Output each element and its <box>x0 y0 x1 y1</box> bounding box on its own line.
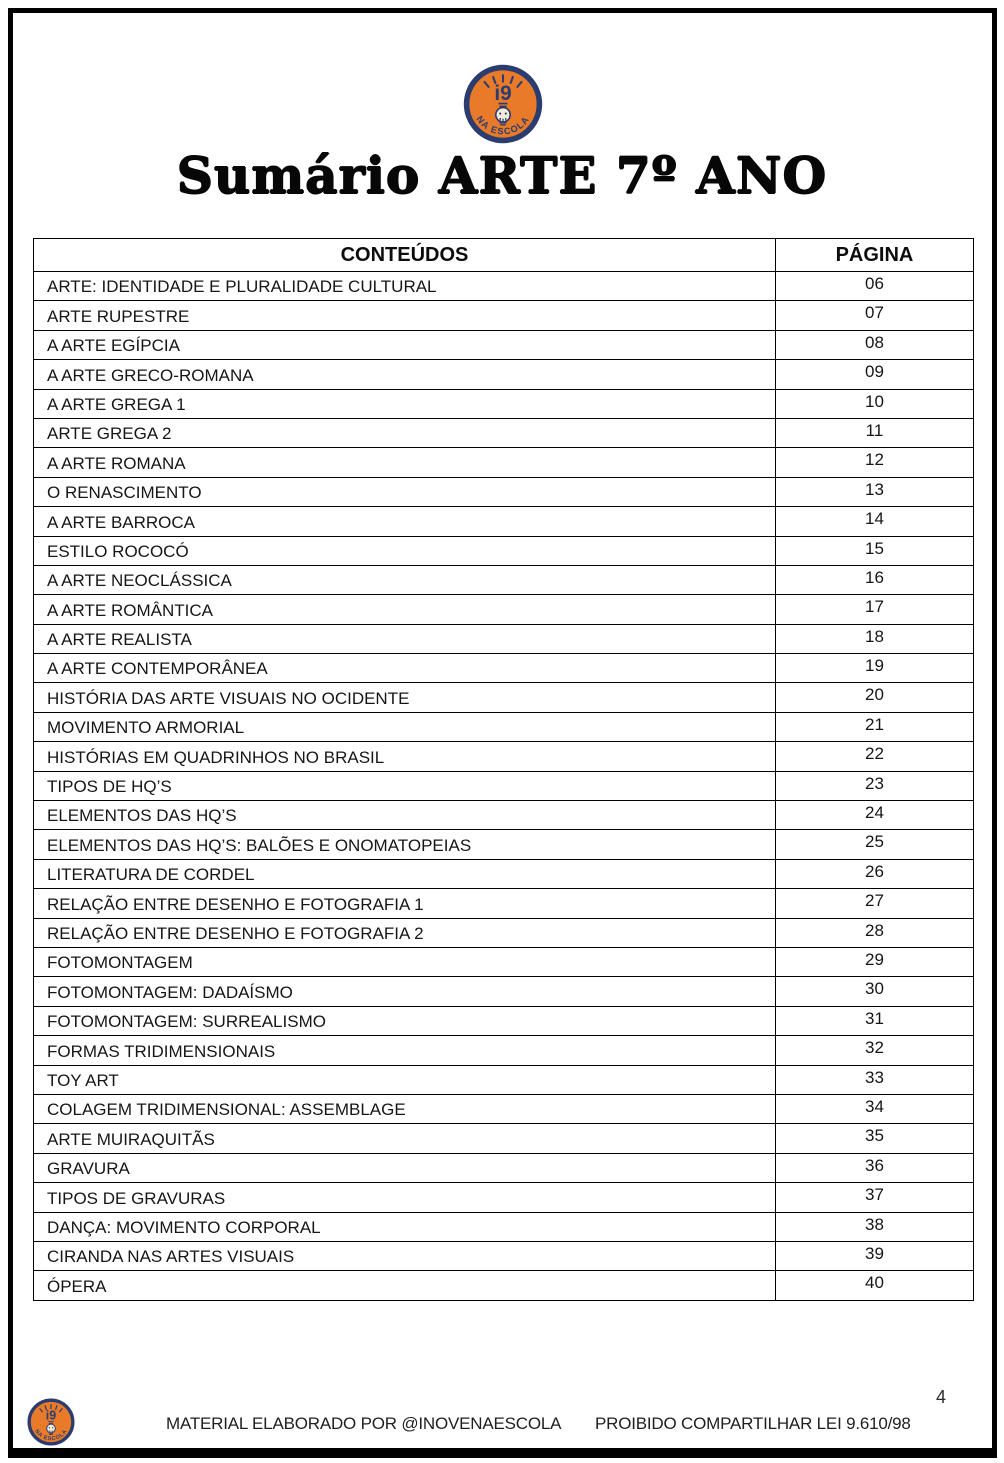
table-row <box>34 389 974 418</box>
table-row <box>34 1153 974 1182</box>
table-row <box>34 448 974 477</box>
content-cell: TIPOS DE HQ’S <box>34 771 776 800</box>
content-cell: A ARTE EGÍPCIA <box>34 330 776 359</box>
table-row <box>34 507 974 536</box>
table-row <box>34 742 974 771</box>
page-title: Sumário ARTE 7º ANO <box>176 146 828 205</box>
content-cell: A ARTE ROMANA <box>34 448 776 477</box>
content-cell: HISTÓRIAS EM QUADRINHOS NO BRASIL <box>34 742 776 771</box>
content-cell: LITERATURA DE CORDEL <box>34 859 776 888</box>
page-cell: 12 <box>776 448 974 477</box>
page-cell: 08 <box>776 330 974 359</box>
content-cell: MOVIMENTO ARMORIAL <box>34 712 776 741</box>
content-cell: A ARTE REALISTA <box>34 624 776 653</box>
content-cell: O RENASCIMENTO <box>34 477 776 506</box>
content-cell: FOTOMONTAGEM <box>34 947 776 976</box>
content-cell: A ARTE GRECO-ROMANA <box>34 360 776 389</box>
page-cell: 14 <box>776 507 974 536</box>
content-cell: ARTE RUPESTRE <box>34 301 776 330</box>
page-cell: 31 <box>776 1006 974 1035</box>
table-row <box>34 712 974 741</box>
table-row <box>34 1065 974 1094</box>
content-cell: ÓPERA <box>34 1271 776 1300</box>
content-cell: FOTOMONTAGEM: SURREALISMO <box>34 1006 776 1035</box>
page-cell: 37 <box>776 1183 974 1212</box>
content-cell: DANÇA: MOVIMENTO CORPORAL <box>34 1212 776 1241</box>
content-cell: RELAÇÃO ENTRE DESENHO E FOTOGRAFIA 1 <box>34 889 776 918</box>
page-cell: 17 <box>776 595 974 624</box>
table-row <box>34 830 974 859</box>
table-row <box>34 1124 974 1153</box>
content-cell: TIPOS DE GRAVURAS <box>34 1183 776 1212</box>
page-cell: 18 <box>776 624 974 653</box>
page-cell: 20 <box>776 683 974 712</box>
table-row <box>34 801 974 830</box>
table-row <box>34 1094 974 1123</box>
page-cell: 23 <box>776 771 974 800</box>
table-row <box>34 477 974 506</box>
page-cell: 40 <box>776 1271 974 1300</box>
table-row <box>34 771 974 800</box>
table-row <box>34 624 974 653</box>
table-row <box>34 595 974 624</box>
table-row <box>34 889 974 918</box>
table-row <box>34 330 974 359</box>
page-cell: 21 <box>776 712 974 741</box>
content-cell: ARTE MUIRAQUITÃS <box>34 1124 776 1153</box>
page-cell: 15 <box>776 536 974 565</box>
page-cell: 39 <box>776 1241 974 1270</box>
page-cell: 09 <box>776 360 974 389</box>
table-row <box>34 536 974 565</box>
content-cell: GRAVURA <box>34 1153 776 1182</box>
table-row <box>34 918 974 947</box>
content-cell: COLAGEM TRIDIMENSIONAL: ASSEMBLAGE <box>34 1094 776 1123</box>
table-row <box>34 1006 974 1035</box>
table-row <box>34 1271 974 1300</box>
i9-escola-logo-footer <box>27 1398 75 1446</box>
page-cell: 32 <box>776 1036 974 1065</box>
table-row <box>34 947 974 976</box>
page-cell: 28 <box>776 918 974 947</box>
footer-copyright: PROIBIDO COMPARTILHAR LEI 9.610/98 <box>595 1414 911 1433</box>
content-cell: CIRANDA NAS ARTES VISUAIS <box>34 1241 776 1270</box>
content-cell: FORMAS TRIDIMENSIONAIS <box>34 1036 776 1065</box>
content-cell: ELEMENTOS DAS HQ’S <box>34 801 776 830</box>
table-row <box>34 683 974 712</box>
table-header-contents: CONTEÚDOS <box>34 239 776 272</box>
page-cell: 26 <box>776 859 974 888</box>
table-row <box>34 565 974 594</box>
table-row <box>34 1241 974 1270</box>
table-header-page: PÁGINA <box>776 239 974 272</box>
page-cell: 33 <box>776 1065 974 1094</box>
content-cell: ESTILO ROCOCÓ <box>34 536 776 565</box>
table-row <box>34 1212 974 1241</box>
table-row <box>34 272 974 301</box>
page-cell: 13 <box>776 477 974 506</box>
page-cell: 30 <box>776 977 974 1006</box>
table-row <box>34 1183 974 1212</box>
content-cell: TOY ART <box>34 1065 776 1094</box>
page-cell: 36 <box>776 1153 974 1182</box>
content-cell: HISTÓRIA DAS ARTE VISUAIS NO OCIDENTE <box>34 683 776 712</box>
footer-credit: MATERIAL ELABORADO POR @INOVENAESCOLA <box>166 1414 562 1433</box>
table-row <box>34 977 974 1006</box>
content-cell: ELEMENTOS DAS HQ’S: BALÕES E ONOMATOPEIAS <box>34 830 776 859</box>
page-cell: 34 <box>776 1094 974 1123</box>
page-cell: 24 <box>776 801 974 830</box>
page-cell: 06 <box>776 272 974 301</box>
table-row <box>34 301 974 330</box>
page-cell: 35 <box>776 1124 974 1153</box>
i9-escola-logo <box>463 64 543 144</box>
page-cell: 19 <box>776 654 974 683</box>
page-cell: 25 <box>776 830 974 859</box>
page-cell: 07 <box>776 301 974 330</box>
summary-table <box>33 238 974 1301</box>
table-row <box>34 418 974 447</box>
content-cell: A ARTE CONTEMPORÂNEA <box>34 654 776 683</box>
content-cell: A ARTE GREGA 1 <box>34 389 776 418</box>
content-cell: RELAÇÃO ENTRE DESENHO E FOTOGRAFIA 2 <box>34 918 776 947</box>
table-row <box>34 859 974 888</box>
page-cell: 22 <box>776 742 974 771</box>
page-number: 4 <box>936 1387 947 1407</box>
content-cell: FOTOMONTAGEM: DADAÍSMO <box>34 977 776 1006</box>
page-cell: 10 <box>776 389 974 418</box>
page-cell: 38 <box>776 1212 974 1241</box>
content-cell: ARTE: IDENTIDADE E PLURALIDADE CULTURAL <box>34 272 776 301</box>
content-cell: A ARTE ROMÂNTICA <box>34 595 776 624</box>
content-cell: A ARTE BARROCA <box>34 507 776 536</box>
page-cell: 11 <box>776 418 974 447</box>
page-cell: 16 <box>776 565 974 594</box>
table-row <box>34 654 974 683</box>
content-cell: A ARTE NEOCLÁSSICA <box>34 565 776 594</box>
table-row <box>34 1036 974 1065</box>
content-cell: ARTE GREGA 2 <box>34 418 776 447</box>
table-row <box>34 360 974 389</box>
page-cell: 27 <box>776 889 974 918</box>
page-cell: 29 <box>776 947 974 976</box>
table-header-row <box>34 239 974 272</box>
